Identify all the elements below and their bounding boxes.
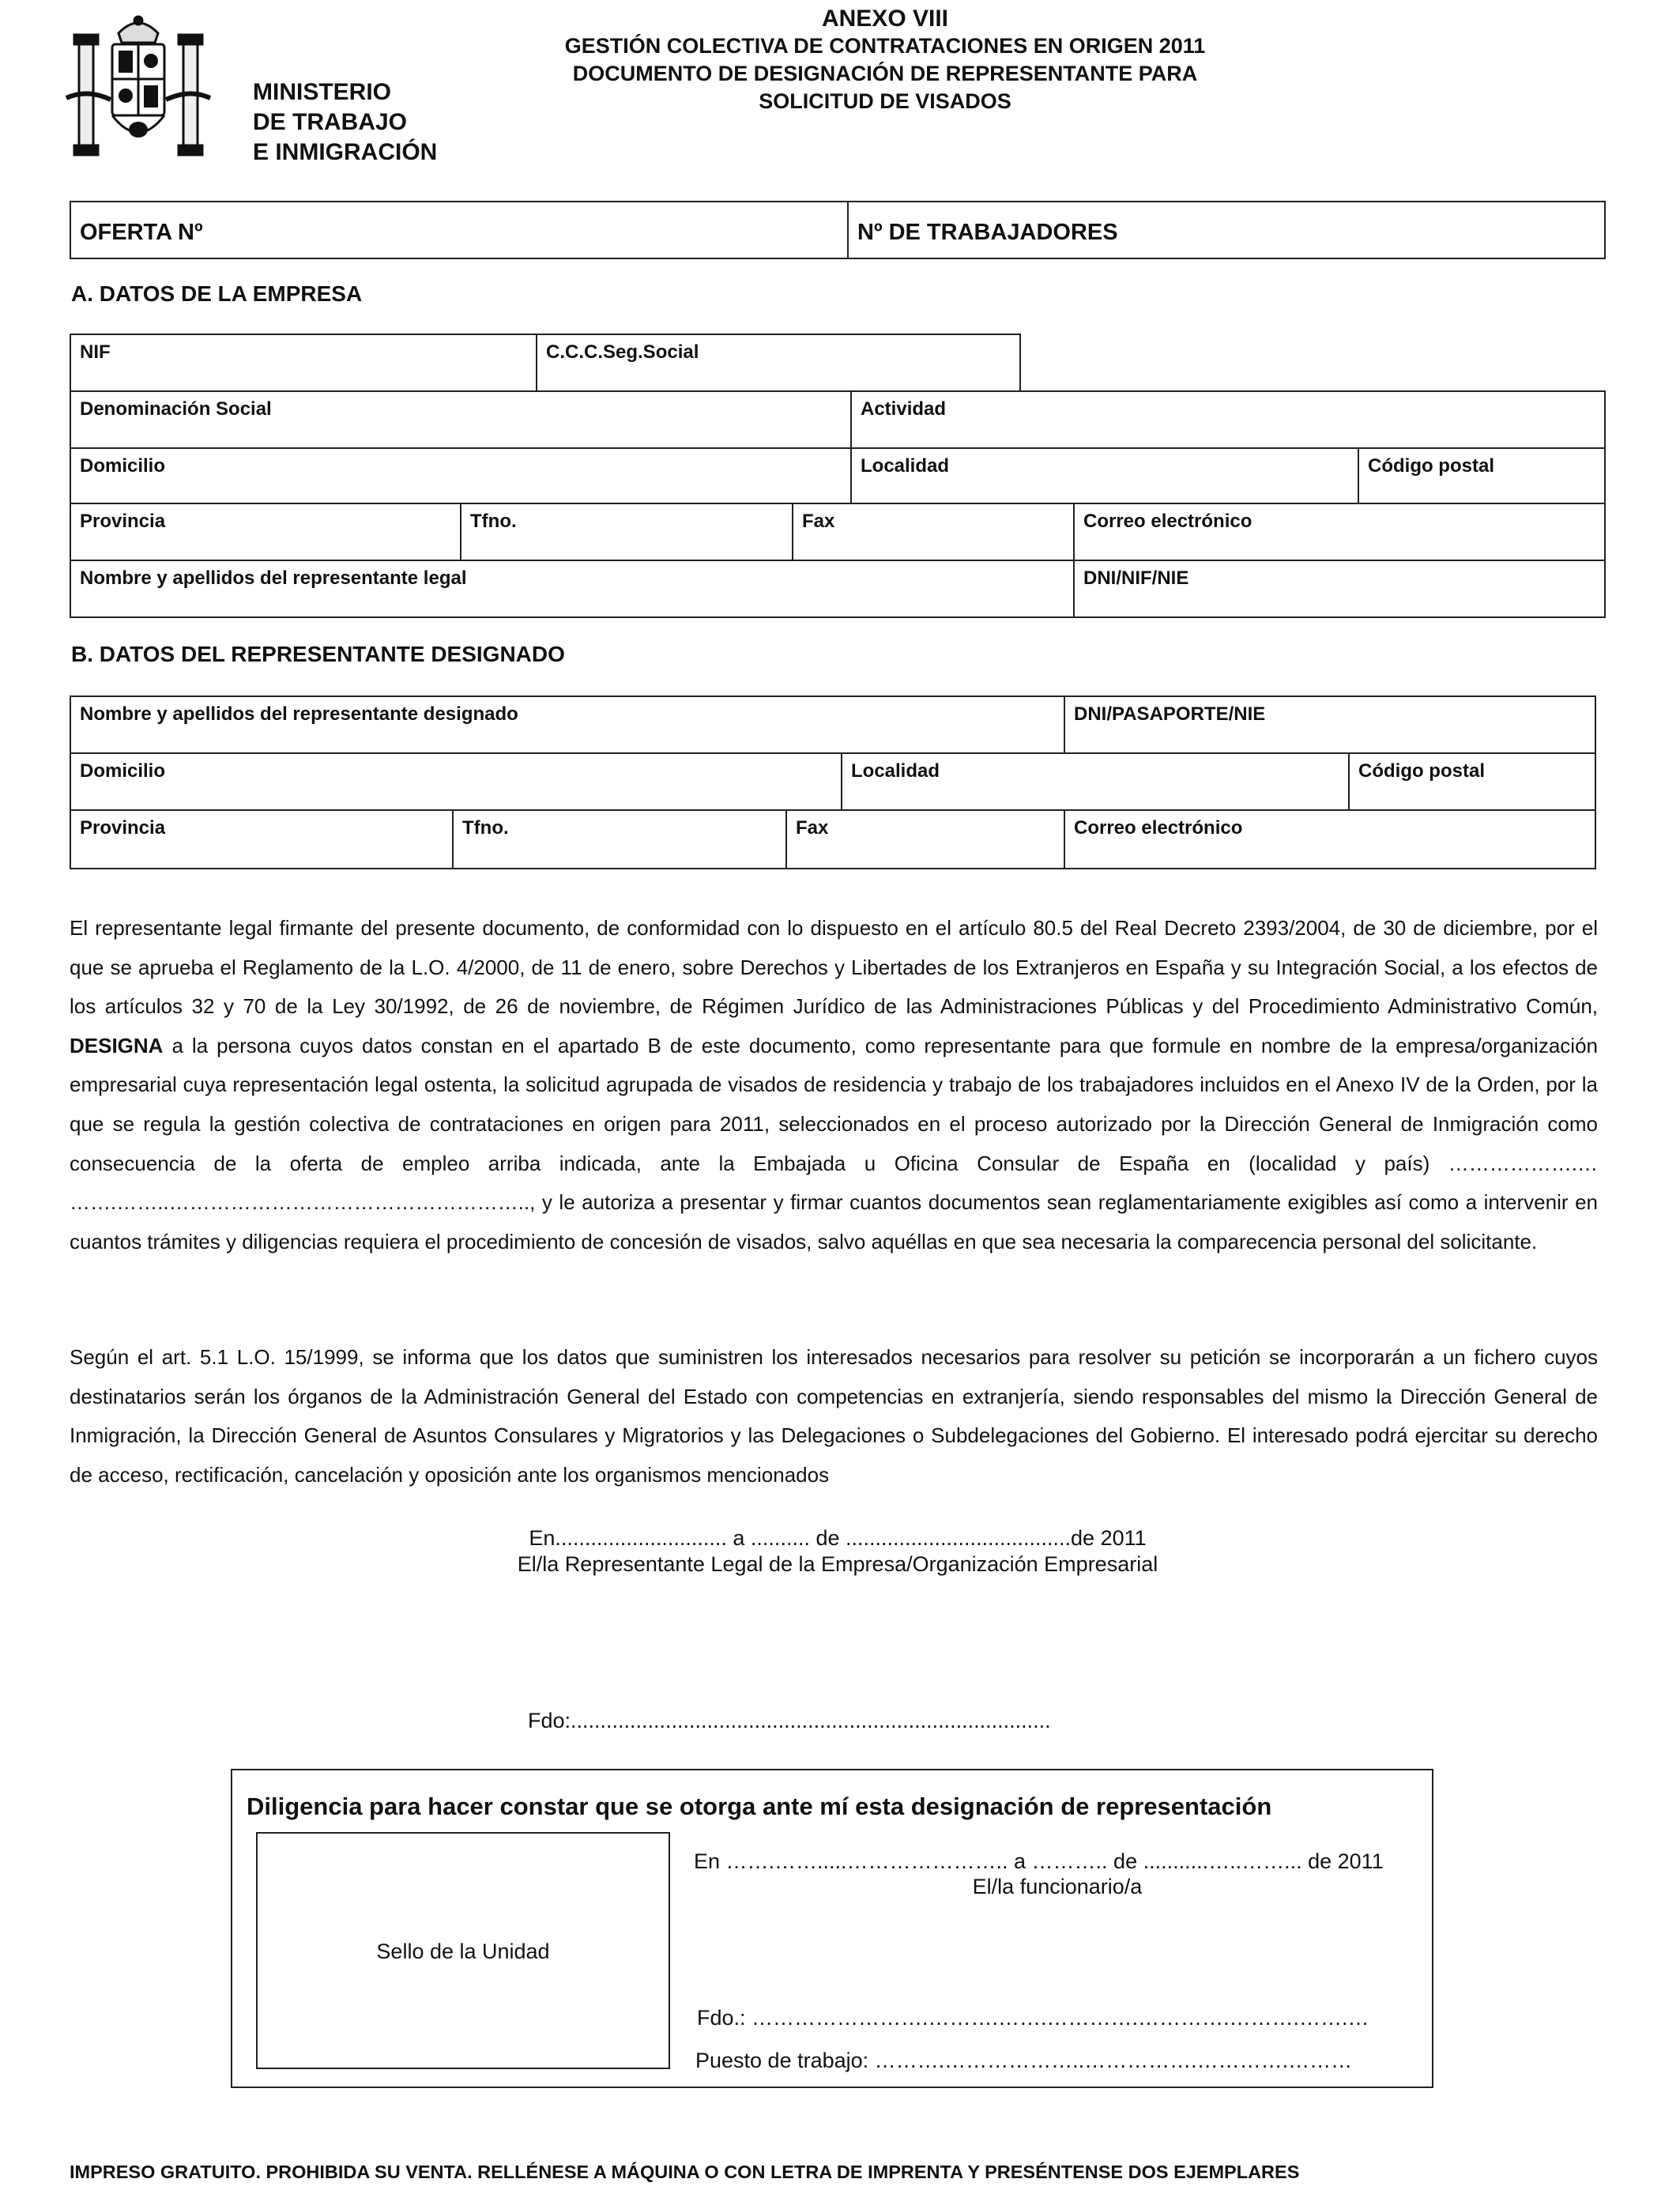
annex-label: ANEXO VIII — [821, 6, 949, 32]
designee-fax-label: Fax — [796, 817, 829, 839]
data-protection-paragraph: Según el art. 5.1 L.O. 15/1999, se informa que los datos que suministren los interesados necesarios para resolver su petición se incorporarán a un fichero cuyos destinatarios serán los órganos de la Administración General del Estado con competencias en extranjería, siendo responsables del mismo la Dirección General de Inmigración, la Dirección General de Asuntos Consulares y Migratorios y las Delegaciones o Subdelegaciones del Gobierno. El interesado podrá ejercitar su derecho de acceso, rectificación, cancelación y oposición ante los organismos mencionados — [70, 1345, 1598, 1487]
unit-seal-label: Sello de la Unidad — [376, 1940, 550, 1963]
designation-paragraph — [70, 909, 1598, 1261]
designee-postcode-field[interactable] — [1348, 752, 1596, 811]
official-label: El/la funcionario/a — [972, 1875, 1143, 1898]
section-a-title: A. DATOS DE LA EMPRESA — [71, 281, 363, 306]
company-email-field[interactable] — [1073, 503, 1606, 561]
legal-representative-label: Nombre y apellidos del representante legal — [80, 567, 467, 589]
coat-of-arms-logo — [63, 11, 213, 169]
ministry-line-3: E INMIGRACIÓN — [253, 139, 438, 165]
designee-name-label: Nombre y apellidos del representante designado — [80, 703, 518, 725]
designee-address-label: Domicilio — [80, 760, 166, 782]
company-province-label: Provincia — [80, 511, 166, 532]
designee-id-label: DNI/PASAPORTE/NIE — [1074, 703, 1266, 725]
signature-block — [427, 1525, 1249, 1578]
company-postcode-label: Código postal — [1368, 455, 1494, 477]
diligence-place-date[interactable]: En …….…….....………………….. a ……….. de ...........…..……... de 2011 — [694, 1849, 1384, 1873]
document-header — [443, 5, 1328, 115]
ministry-line-2: DE TRABAJO — [253, 109, 408, 135]
company-fax-field[interactable] — [792, 503, 1075, 561]
designee-address-field[interactable] — [70, 752, 842, 811]
designation-text-start: El representante legal firmante del presente documento, de conformidad con lo dispuesto en el artículo 80.5 del Real Decreto 2393/2004, de 30 de diciembre, por el que se aprueba el Reglamento de la L.O. 4/2000, de 11 de enero, sobre Derechos y Libertades de los Extranjeros en España y su Integración Social, a los efectos de los artículos 32 y 70 de la Ley 30/1992, de 26 de noviembre, de Régimen Jurídico de las Administraciones Públicas y del Procedimiento Administrativo Común, — [70, 916, 1598, 1019]
company-ccc-field[interactable] — [536, 334, 1021, 392]
company-city-label: Localidad — [861, 455, 950, 477]
company-city-field[interactable] — [850, 447, 1359, 504]
ministry-name — [253, 77, 437, 168]
designee-city-field[interactable] — [841, 752, 1350, 811]
company-name-label: Denominación Social — [80, 398, 272, 420]
section-b-title: B. DATOS DEL REPRESENTANTE DESIGNADO — [71, 642, 565, 666]
company-postcode-field[interactable] — [1358, 447, 1606, 504]
diligence-title: Diligencia para hacer constar que se otorga ante mí esta designación de representación — [247, 1793, 1272, 1820]
designation-keyword: DESIGNA — [70, 1033, 164, 1057]
company-phone-field[interactable] — [460, 503, 793, 561]
signature-place-date: En............................. a .......... de ......................................de 2011 — [529, 1526, 1147, 1550]
designee-phone-field[interactable] — [452, 809, 787, 869]
designee-email-field[interactable] — [1064, 809, 1596, 869]
company-ccc-label: C.C.C.Seg.Social — [546, 341, 699, 363]
signature-line[interactable]: Fdo:................................................................................. — [528, 1709, 1051, 1732]
signature-role: El/la Representante Legal de la Empresa/Organización Empresarial — [517, 1552, 1158, 1576]
legal-representative-id-label: DNI/NIF/NIE — [1083, 567, 1189, 589]
company-name-field[interactable] — [70, 390, 852, 449]
offer-number-label: OFERTA Nº — [80, 220, 203, 245]
company-phone-label: Tfno. — [470, 511, 517, 532]
legal-representative-id-field[interactable] — [1073, 560, 1606, 618]
company-address-label: Domicilio — [80, 455, 166, 477]
designation-text-end: a la persona cuyos datos constan en el apartado B de este documento, como representante para que formule en nombre de la empresa/organización empresarial cuya representación legal ostenta, la solicitud agrupada de visados de residencia y trabajo de los trabajadores incluidos en el Anexo IV de la Orden, por la que se regula la gestión colectiva de contrataciones en origen para 2011, seleccionados en el proceso autorizado por la Dirección General de Inmigración como consecuencia de la oferta de empleo arriba indicada, ante la Embajada u Oficina Consular de España en (localidad y país) ……………….… …….……..…………………………………………….., y le autoriza a presentar y firmar cuantos documentos sean reglamentariamente exigibles así como a intervenir en cuantos trámites y diligencias requiera el procedimiento de concesión de visados, salvo aquéllas en que sea necesaria la comparecencia personal del solicitante. — [70, 1033, 1598, 1253]
company-email-label: Correo electrónico — [1083, 511, 1252, 532]
footer-notice: IMPRESO GRATUITO. PROHIBIDA SU VENTA. RELLÉNESE A MÁQUINA O CON LETRA DE IMPRENTA Y PRESÉNTENSE DOS EJEMPLARES — [70, 2162, 1300, 2182]
legal-representative-field[interactable] — [70, 560, 1075, 618]
designee-email-label: Correo electrónico — [1074, 817, 1243, 839]
designee-province-label: Provincia — [80, 817, 166, 839]
company-fax-label: Fax — [802, 511, 835, 532]
designee-phone-label: Tfno. — [462, 817, 509, 839]
company-province-field[interactable] — [70, 503, 461, 561]
designee-postcode-label: Código postal — [1358, 760, 1485, 782]
title-line-1: GESTIÓN COLECTIVA DE CONTRATACIONES EN ORIGEN 2011 — [564, 34, 1206, 58]
company-address-field[interactable] — [70, 447, 852, 504]
company-activity-label: Actividad — [861, 398, 947, 420]
designee-fax-field[interactable] — [785, 809, 1065, 869]
title-line-3: SOLICITUD DE VISADOS — [759, 89, 1011, 113]
company-activity-field[interactable] — [850, 390, 1606, 449]
workers-count-field[interactable] — [847, 201, 1606, 259]
company-nif-field[interactable] — [70, 334, 537, 392]
company-nif-label: NIF — [80, 341, 111, 363]
official-position-line[interactable]: Puesto de trabajo: ……….………………..…………….………….……… — [695, 2049, 1353, 2072]
workers-count-label: Nº DE TRABAJADORES — [857, 220, 1118, 245]
designee-city-label: Localidad — [851, 760, 940, 782]
designee-name-field[interactable] — [70, 696, 1065, 754]
title-line-2: DOCUMENTO DE DESIGNACIÓN DE REPRESENTANTE PARA — [572, 62, 1198, 85]
designee-province-field[interactable] — [70, 809, 454, 869]
ministry-line-1: MINISTERIO — [253, 79, 392, 105]
official-signature-line[interactable]: Fdo.: …………………….……….…….………….………….……….…….… — [697, 2006, 1369, 2030]
offer-number-field[interactable] — [70, 201, 849, 259]
designee-id-field[interactable] — [1064, 696, 1596, 754]
